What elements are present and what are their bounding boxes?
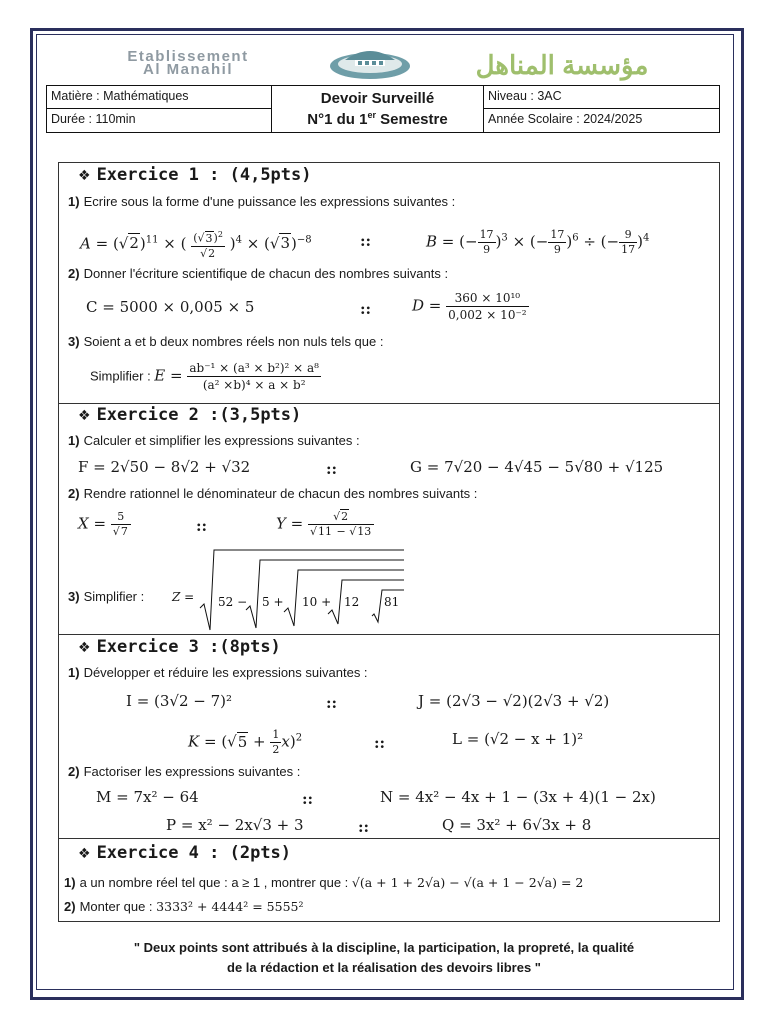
exercise-4-title: ❖ Exercice 4 : (2pts): [78, 843, 292, 863]
separator: ::: [358, 818, 370, 836]
diamond-bullet-icon: ❖: [78, 846, 91, 862]
expression-z-label: Z =: [172, 590, 195, 604]
header-table: [46, 85, 720, 135]
expression-x: X = $\frac{5}{√7}$: [78, 510, 131, 539]
ex3-question-2: 2) Factoriser les expressions suivantes :: [68, 764, 301, 779]
ex4-question-1: 1) a un nombre réel tel que : a ≥ 1 , montrer que : √(a + 1 + 2√a) − √(a + 1 − 2√a) = 2: [64, 875, 584, 890]
expression-e: Simplifier : E = $\frac{\text{ab⁻¹ × (a³ × b²)² × a⁸}}{\text{(a² ×b)⁴ × a × b²}}$: [90, 361, 319, 392]
ex2-question-3: 3) Simplifier :: [68, 589, 145, 604]
expression-n: N = 4x² − 4x + 1 − (3x + 4)(1 − 2x): [380, 788, 656, 806]
expression-i: I = (3√2 − 7)²: [126, 692, 233, 710]
separator: ::: [360, 232, 372, 250]
expression-m: M = 7x² − 64: [96, 788, 199, 806]
diamond-bullet-icon: ❖: [78, 640, 91, 656]
ex1-question-2: 2) Donner l'écriture scientifique de chacun des nombres suivants :: [68, 266, 449, 281]
level-cell: Niveau : 3AC: [483, 85, 720, 109]
ex4-question-2: 2) Monter que : 3333² + 4444² = 5555²: [64, 899, 304, 914]
svg-text:52 −: 52 −: [218, 595, 248, 609]
exercise-3-title: ❖ Exercice 3 :(8pts): [78, 637, 281, 657]
expression-y: Y = $\frac{√2}{√11 - √13}$: [276, 510, 374, 539]
school-logo-arabic: مؤسسة المناهل: [475, 50, 649, 80]
separator: ::: [196, 517, 208, 535]
ex1-question-3: 3) Soient a et b deux nombres réels non nuls tels que :: [68, 334, 384, 349]
expression-j: J = (2√3 − √2)(2√3 + √2): [418, 692, 610, 710]
separator: ::: [326, 694, 338, 712]
separator: ::: [326, 460, 338, 478]
separator: ::: [360, 300, 372, 318]
svg-text:10 +: 10 +: [302, 595, 332, 609]
expression-d: D = $\frac{\text{360 × 10¹⁰}}{\text{0,002 × 10⁻²}}$: [412, 291, 527, 322]
expression-l: L = (√2 − x + 1)²: [452, 730, 584, 748]
duration-cell: Durée : 110min: [46, 108, 272, 133]
expression-p: P = x² − 2x√3 + 3: [166, 816, 304, 834]
exercise-1-title: ❖ Exercice 1 : (4,5pts): [78, 165, 312, 185]
footer-note: " Deux points sont attribués à la discipline, la participation, la propreté, la qualité de la rédaction et la réalisation des devoirs libres ": [133, 940, 635, 975]
nested-radical-z: [198, 546, 408, 632]
diamond-bullet-icon: ❖: [78, 408, 91, 424]
separator: ::: [302, 790, 314, 808]
ex3-question-1: 1) Développer et réduire les expressions suivantes :: [68, 665, 368, 680]
svg-text:5 +: 5 +: [262, 595, 284, 609]
exam-title-cell: Devoir Surveillé N°1 du 1er Semestre: [271, 85, 484, 133]
exercise-2-title: ❖ Exercice 2 :(3,5pts): [78, 405, 302, 425]
separator: ::: [374, 734, 386, 752]
ex1-question-1: 1) Ecrire sous la forme d'une puissance les expressions suivantes :: [68, 194, 456, 209]
expression-k: K = (√5 + $\frac{1}{2}$ x)$^2$: [188, 728, 303, 756]
svg-text:12: 12: [344, 595, 360, 609]
ex2-question-2: 2) Rendre rationnel le dénominateur de chacun des nombres suivants :: [68, 486, 478, 501]
expression-c: C = 5000 × 0,005 × 5: [86, 298, 255, 316]
subject-cell: Matière : Mathématiques: [46, 85, 272, 109]
expression-g: G = 7√20 − 4√45 − 5√80 + √125: [410, 458, 664, 476]
school-emblem-icon: [325, 40, 415, 84]
expression-b: B = (− $\frac{17}{9}$ )$^3$ × (− $\frac{17}{9}$ )$^6$ ÷ (− $\frac{9}{17}$ )$^4$: [426, 228, 650, 256]
expression-f: F = 2√50 − 8√2 + √32: [78, 458, 251, 476]
diamond-bullet-icon: ❖: [78, 168, 91, 184]
ex2-question-1: 1) Calculer et simplifier les expressions suivantes :: [68, 433, 360, 448]
expression-q: Q = 3x² + 6√3x + 8: [442, 816, 592, 834]
school-logo-french: Etablissement Al Manahil: [127, 48, 249, 78]
svg-text:81: 81: [384, 595, 400, 609]
school-year-cell: Année Scolaire : 2024/2025: [483, 108, 720, 133]
expression-a: $A = (√2)^{11}$ × ( $\frac{(√3)^2}{√2}$ )$^4 \times (√3)^{-8}$: [80, 230, 312, 260]
